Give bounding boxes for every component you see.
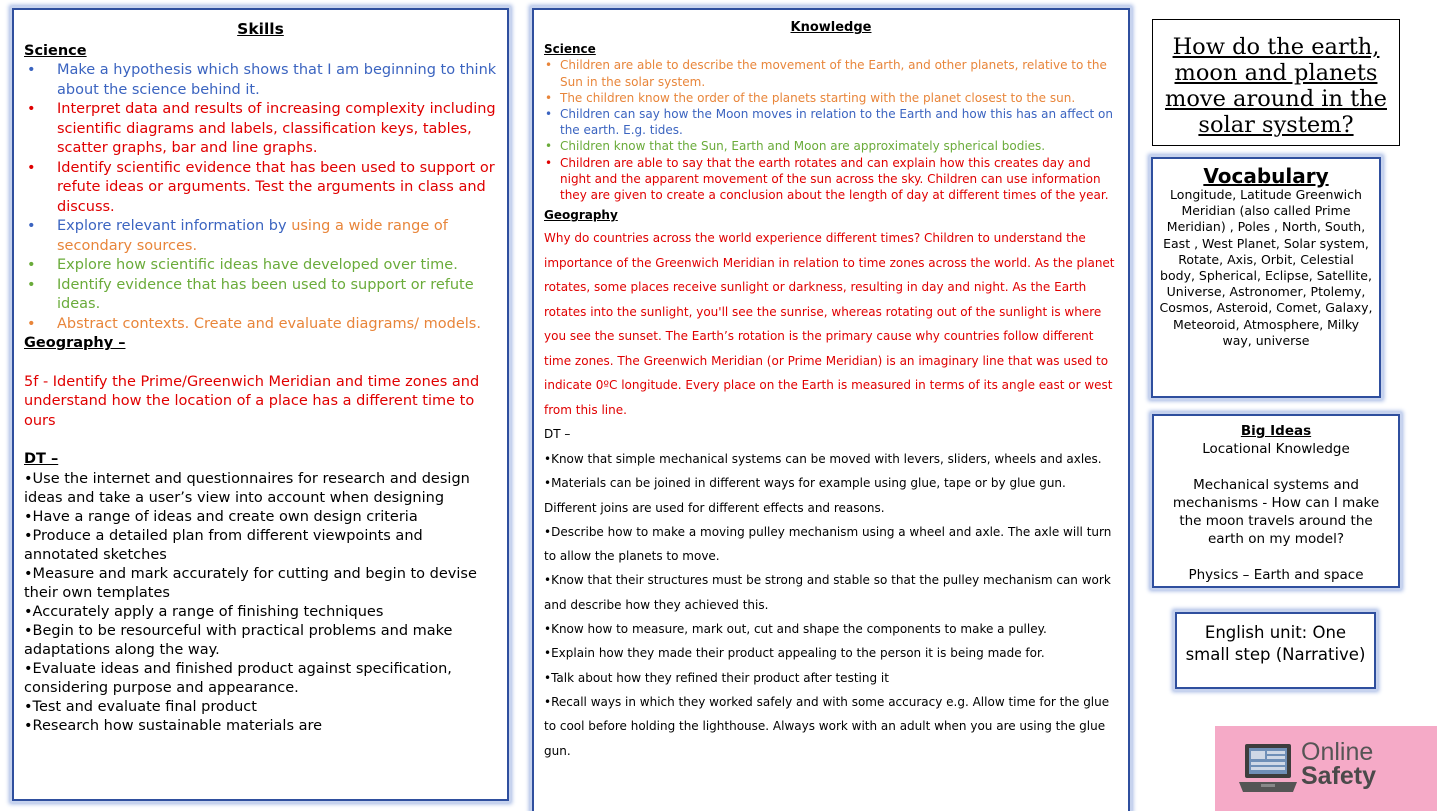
knowledge-geography-heading: Geography [544, 208, 618, 223]
knowledge-science-item [544, 138, 1118, 154]
knowledge-dt-list [544, 447, 1118, 763]
skills-dt-item: •Accurately apply a range of finishing techniques [24, 603, 384, 620]
big-ideas-line2: Mechanical systems and mechanisms - How can I make the moon travels around the earth on my model? [1172, 477, 1380, 547]
skills-title: Skills [237, 20, 284, 38]
skills-science-item-text: using a wide range of secondary sources. [57, 218, 448, 254]
knowledge-science-list [544, 57, 1118, 203]
knowledge-science-item-text: The children know the order of the planets starting with the planet closest to the sun. [560, 90, 1076, 105]
skills-science-list [24, 61, 497, 334]
knowledge-dt-item: •Materials can be joined in different ways for example using glue, tape or by glue gun. Different joins are used for different effects and reasons. [544, 476, 1066, 515]
vocabulary-title: Vocabulary [1203, 164, 1329, 188]
skills-geography-heading: Geography – [24, 335, 126, 351]
knowledge-science-item [544, 90, 1118, 106]
laptop-icon [1237, 742, 1299, 796]
knowledge-dt-item: •Describe how to make a moving pulley mechanism using a wheel and axle. The axle will turn to allow the planets to move. [544, 524, 1112, 564]
vocabulary-text: Longitude, Latitude Greenwich Meridian (also called Prime Meridian) , Poles , North, South, East , West Planet, Solar system, Rotate, Axis, Orbit, Celestial body, Spherical, Eclipse, Satellite, Universe, Astronomer, Ptolemy, Cosmos, Asteroid, Comet, Galaxy, Meteoroid, Atmosphere, Milky way, universe [1159, 187, 1373, 348]
knowledge-science-item-text: Children can say how the Moon moves in relation to the Earth and how this has an affect on the earth. E.g. tides. [560, 107, 1113, 138]
skills-science-item [24, 159, 497, 218]
big-ideas-title: Big Ideas [1240, 423, 1312, 439]
skills-dt-list [24, 470, 497, 736]
skills-dt-item: •Use the internet and questionnaires for research and design ideas and take a user’s view into account when designing [24, 470, 470, 506]
skills-science-item-text: Explore relevant information by [57, 218, 292, 234]
knowledge-dt-item: •Explain how they made their product appealing to the person it is being made for. [544, 646, 1045, 661]
skills-science-item-text: Explore how scientific ideas have developed over time. [57, 257, 458, 273]
skills-science-item [24, 315, 497, 335]
skills-dt-item: •Measure and mark accurately for cutting and begin to devise their own templates [24, 565, 477, 601]
online-safety-banner[interactable] [1215, 726, 1437, 811]
knowledge-science-item [544, 106, 1118, 138]
skills-science-item-text: Abstract contexts. Create and evaluate diagrams/ models. [57, 315, 481, 332]
big-ideas-line1: Locational Knowledge [1202, 441, 1350, 457]
knowledge-science-item-text: Children are able to say that the earth rotates and can explain how this creates day and night and the apparent movement of the sun across the sky. Children can use information they are given to create a conclusion about the length of day at different times of the year. [560, 155, 1109, 203]
knowledge-dt-item: •Know how to measure, mark out, cut and shape the components to make a pulley. [544, 622, 1047, 637]
big-ideas-line3: Physics – Earth and space [1188, 567, 1364, 583]
knowledge-science-item [544, 57, 1118, 89]
knowledge-title: Knowledge [790, 20, 872, 35]
english-unit-box: English unit: One small step (Narrative) [1175, 612, 1376, 689]
question-box: How do the earth, moon and planets move around in the solar system? [1152, 19, 1400, 146]
skills-panel [12, 8, 509, 801]
skills-science-item-text: Identify scientific evidence that has been used to support or refute ideas or arguments. Test the arguments in class and discuss. [57, 159, 495, 215]
skills-science-item [24, 217, 497, 256]
skills-dt-item: •Evaluate ideas and finished product against specification, considering purpose and appearance. [24, 660, 452, 696]
knowledge-dt-item: •Know that simple mechanical systems can be moved with levers, sliders, wheels and axles. [544, 451, 1102, 466]
skills-science-item [24, 100, 497, 159]
skills-science-item [24, 276, 497, 315]
knowledge-science-item-text: Children know that the Sun, Earth and Moon are approximately spherical bodies. [560, 139, 1046, 154]
knowledge-science-item [544, 155, 1118, 204]
vocabulary-panel [1151, 157, 1381, 398]
skills-science-item-text: Identify evidence that has been used to support or refute ideas. [57, 276, 474, 312]
skills-science-item [24, 256, 497, 276]
skills-science-item-text: Make a hypothesis which shows that I am beginning to think about the science behind it. [57, 62, 497, 98]
online-safety-line1: Online [1301, 738, 1374, 766]
skills-dt-item: •Produce a detailed plan from different viewpoints and annotated sketches [24, 527, 423, 563]
skills-dt-item: •Research how sustainable materials are [24, 717, 323, 734]
online-safety-line2: Safety [1301, 762, 1377, 790]
knowledge-geography-text: Why do countries across the world experience different times? Children to understand the importance of the Greenwich Meridian in relation to time zones across the world. As the planet rotates, some places receive sunlight or darkness, resulting in day and night. As the Earth rotates into the sunlight, you'll see the sunrise, whereas rotating out of the sunlight is where you see the sunset. The Earth’s rotation is the primary cause why countries follow different time zones. The Greenwich Meridian (or Prime Meridian) is an imaginary line that was used to indicate 0ºC longitude. Every place on the Earth is measured in terms of its angle east or west from this line. [544, 231, 1115, 417]
skills-dt-item: •Begin to be resourceful with practical problems and make adaptations along the way. [24, 622, 453, 658]
knowledge-dt-item: •Recall ways in which they worked safely and with some accuracy e.g. Allow time for the glue to cool before holding the lighthouse. Always work with an adult when you are using the glue gun. [544, 694, 1110, 758]
knowledge-science-heading: Science [544, 42, 596, 57]
big-ideas-panel [1152, 414, 1400, 588]
knowledge-panel [532, 8, 1130, 811]
knowledge-science-item-text: Children are able to describe the movement of the Earth, and other planets, relative to the Sun in the solar system. [560, 58, 1107, 89]
skills-science-item [24, 61, 497, 100]
knowledge-dt-item: •Talk about how they refined their product after testing it [544, 670, 889, 685]
knowledge-dt-heading: DT – [544, 427, 571, 442]
skills-geography-text: 5f - Identify the Prime/Greenwich Meridian and time zones and understand how the location of a place has a different time to ours [24, 373, 480, 429]
skills-science-item-text: Interpret data and results of increasing complexity including scientific diagrams and labels, classification keys, tables, scatter graphs, bar and line graphs. [57, 101, 496, 156]
skills-science-heading: Science [24, 42, 87, 59]
skills-dt-heading: DT – [24, 451, 59, 467]
knowledge-dt-item: •Know that their structures must be strong and stable so that the pulley mechanism can work and describe how they achieved this. [544, 573, 1111, 612]
skills-dt-item: •Have a range of ideas and create own design criteria [24, 508, 418, 525]
skills-dt-item: •Test and evaluate final product [24, 698, 257, 715]
